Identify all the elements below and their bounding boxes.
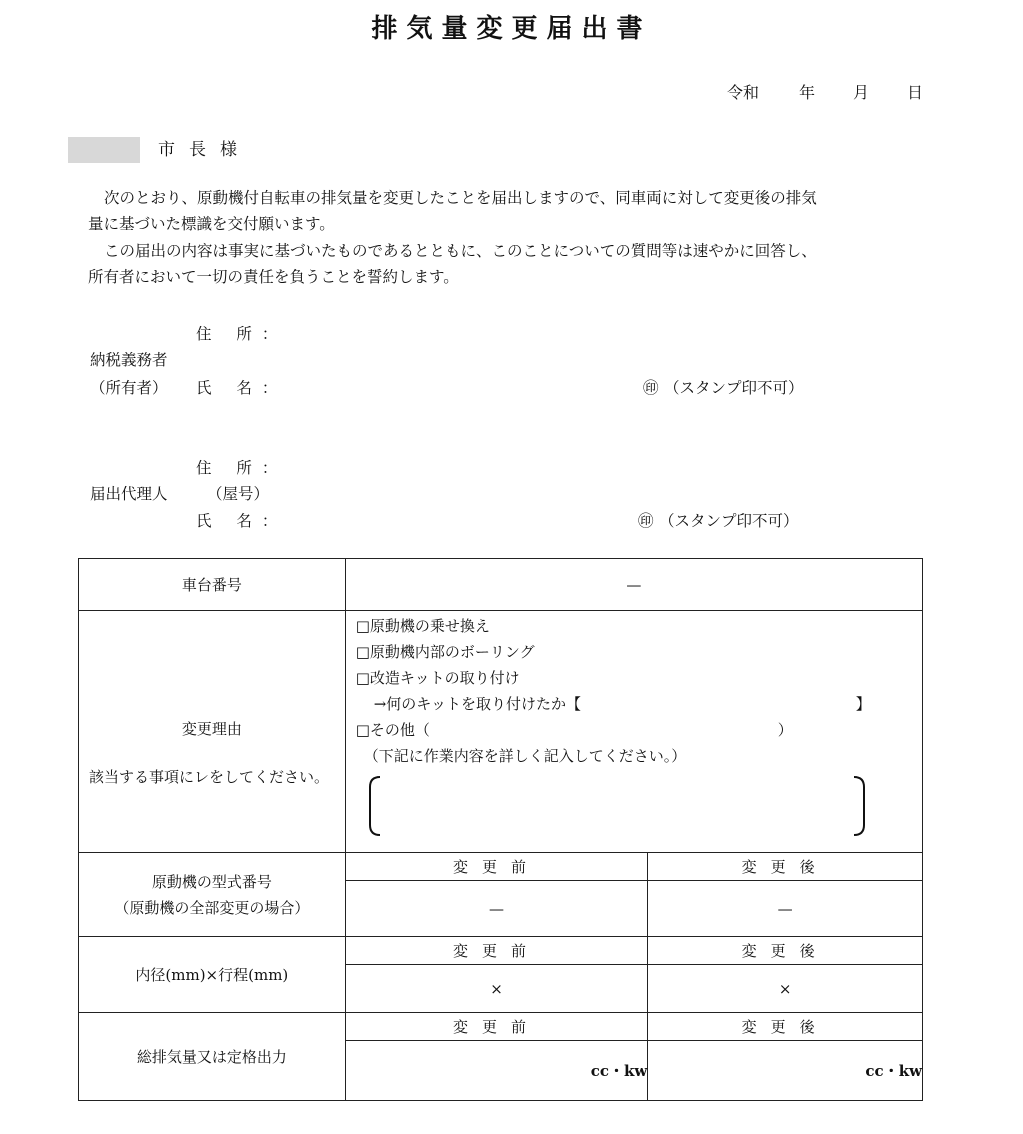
engine-model-before[interactable]: —: [345, 881, 648, 937]
paragraph-1-line-1: 次のとおり、原動機付自転車の排気量を変更したことを届出しますので、同車両に対して変更後の排気: [104, 189, 817, 207]
agent-shop-label: （屋号）: [207, 485, 270, 503]
reason-option-other[interactable]: □その他（: [355, 721, 430, 739]
taxpayer-seal-mark: ㊞: [643, 379, 659, 397]
paragraph-1: [88, 185, 928, 237]
displacement-after-unit[interactable]: cc・kw: [648, 1041, 923, 1101]
date-day: 日: [907, 83, 924, 102]
bore-stroke-after-header: 変更後: [648, 937, 923, 965]
kit-question-row: [346, 691, 922, 717]
engine-model-before-header: 変更前: [345, 853, 648, 881]
taxpayer-address-label: 住 所：: [196, 325, 288, 343]
paragraph-2-line-2: 所有者において一切の責任を負うことを誓約します。: [88, 268, 459, 286]
document-title: 排気量変更届出書: [371, 14, 652, 44]
bore-stroke-before[interactable]: ×: [345, 965, 648, 1013]
displacement-header-row: [79, 1013, 923, 1041]
change-form-table: [78, 558, 923, 1101]
engine-model-after-header: 変更後: [648, 853, 923, 881]
date-era: 令和: [727, 83, 760, 102]
engine-model-label: 原動機の型式番号: [151, 872, 272, 891]
reason-option-kit[interactable]: □改造キットの取り付け: [355, 669, 520, 687]
taxpayer-role-sub-label: （所有者）: [90, 379, 168, 397]
date-month: 月: [853, 83, 870, 102]
displacement-before-unit[interactable]: cc・kw: [345, 1041, 648, 1101]
bore-stroke-label: 内径(mm)×行程(mm): [79, 937, 346, 1013]
reason-label: 変更理由: [181, 720, 242, 738]
detail-input-area[interactable]: [346, 769, 922, 841]
paragraph-2-line-1: この届出の内容は事実に基づいたものであるとともに、このことについての質問等は速やかに回答し、: [104, 242, 817, 260]
date-year: 年: [799, 83, 816, 102]
displacement-before-header: 変更前: [345, 1013, 648, 1041]
paragraph-1-line-2: 量に基づいた標識を交付願います。: [88, 215, 335, 233]
paragraph-2: [88, 238, 928, 290]
other-close-paren: ）: [777, 721, 793, 739]
taxpayer-stamp-note: （スタンプ印不可）: [664, 379, 804, 397]
chassis-value[interactable]: —: [345, 559, 922, 611]
reason-label-cell: [79, 611, 346, 853]
engine-model-label-cell: [79, 853, 346, 937]
reason-options-cell: [345, 611, 922, 853]
taxpayer-role-label: 納税義務者: [90, 351, 168, 369]
agent-stamp-note: （スタンプ印不可）: [659, 512, 799, 530]
agent-address-label: 住 所：: [196, 459, 288, 477]
kit-close-bracket: 】: [855, 695, 871, 713]
bore-stroke-header-row: [79, 937, 923, 965]
chassis-label: 車台番号: [79, 559, 346, 611]
kit-question: →何のキットを取り付けたか【: [373, 695, 581, 713]
addressee: 市長様: [158, 140, 251, 160]
engine-model-sub-label: （原動機の全部変更の場合）: [114, 898, 310, 917]
reason-option-other-row: [346, 717, 922, 743]
displacement-label: 総排気量又は定格出力: [79, 1013, 346, 1101]
reason-option-boring[interactable]: □原動機内部のボーリング: [355, 643, 535, 661]
bore-stroke-before-header: 変更前: [345, 937, 648, 965]
agent-role-label: 届出代理人: [90, 485, 168, 503]
redacted-city-name: [68, 137, 140, 163]
detail-note: （下記に作業内容を詳しく記入してください。）: [363, 747, 687, 765]
bore-stroke-after[interactable]: ×: [648, 965, 923, 1013]
engine-model-after[interactable]: —: [648, 881, 923, 937]
reason-instruction: 該当する事項にレをしてください。: [89, 768, 330, 786]
agent-seal-mark: ㊞: [638, 512, 654, 530]
engine-model-header-row: [79, 853, 923, 881]
bracket-frame-icon: [346, 769, 916, 841]
displacement-after-header: 変更後: [648, 1013, 923, 1041]
reason-row: [79, 611, 923, 853]
agent-name-label: 氏 名：: [196, 512, 288, 530]
taxpayer-name-label: 氏 名：: [196, 379, 288, 397]
reason-option-engine-swap[interactable]: □原動機の乗せ換え: [355, 617, 490, 635]
chassis-row: [79, 559, 923, 611]
